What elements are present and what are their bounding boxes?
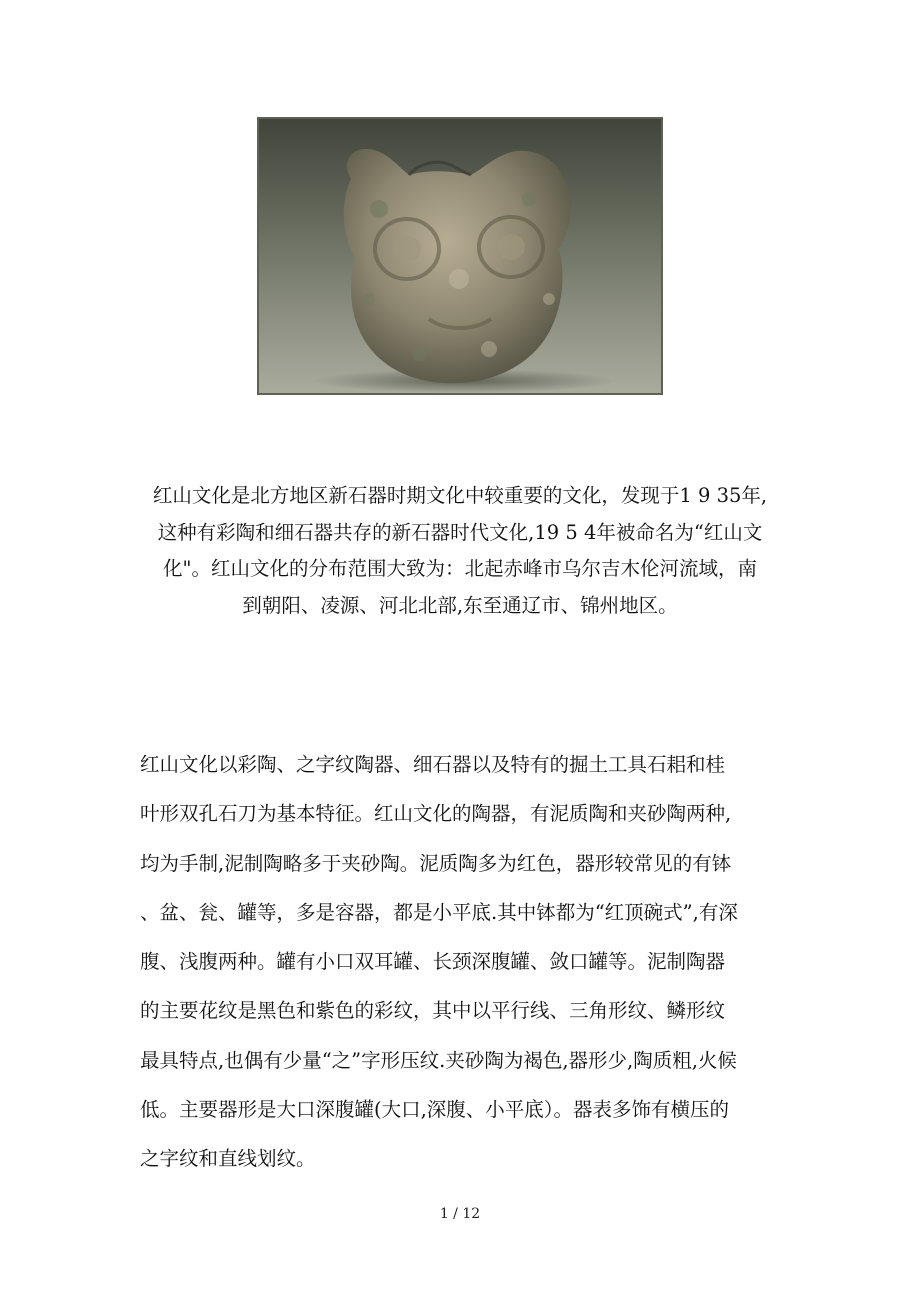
jade-artifact-illustration <box>259 119 661 393</box>
intro-line: 化"。红山文化的分布范围大致为：北起赤峰市乌尔吉木伦河流域，南 <box>163 557 757 580</box>
jade-artifact-photo <box>257 117 663 395</box>
page-number: 1 / 12 <box>439 1206 481 1222</box>
body-line: 最具特点,也偶有少量“之”字形压纹.夹砂陶为褐色,器形少,陶质粗,火候 <box>140 1048 737 1072</box>
body-line: 的主要花纹是黑色和紫色的彩纹，其中以平行线、三角形纹、鳞形纹 <box>140 999 726 1023</box>
body-line: 叶形双孔石刀为基本特征。红山文化的陶器，有泥质陶和夹砂陶两种, <box>140 802 732 826</box>
body-paragraph <box>140 740 790 1184</box>
body-line: 之字纹和直线划纹。 <box>140 1147 316 1171</box>
intro-line: 这种有彩陶和细石器共存的新石器时代文化,19 5 4年被命名为“红山文 <box>157 520 763 544</box>
intro-paragraph <box>140 478 780 624</box>
intro-line: 到朝阳、凌源、河北北部,东至通辽市、锦州地区。 <box>242 593 678 617</box>
intro-line: 红山文化是北方地区新石器时期文化中较重要的文化，发现于1 9 35年, <box>152 484 768 507</box>
body-line: 低。主要器形是大口深腹罐(大口,深腹、小平底）。器表多饰有横压的 <box>140 1098 730 1122</box>
body-line: 均为手制,泥制陶略多于夹砂陶。泥质陶多为红色，器形较常见的有钵 <box>140 851 732 875</box>
body-line: 腹、浅腹两种。罐有小口双耳罐、长颈深腹罐、敛口罐等。泥制陶器 <box>140 950 726 974</box>
body-line: 红山文化以彩陶、之字纹陶器、细石器以及特有的掘土工具石耜和桂 <box>140 753 726 776</box>
body-line: 、盆、瓮、罐等，多是容器，都是小平底.其中钵都为“红顶碗式”,有深 <box>140 900 738 924</box>
